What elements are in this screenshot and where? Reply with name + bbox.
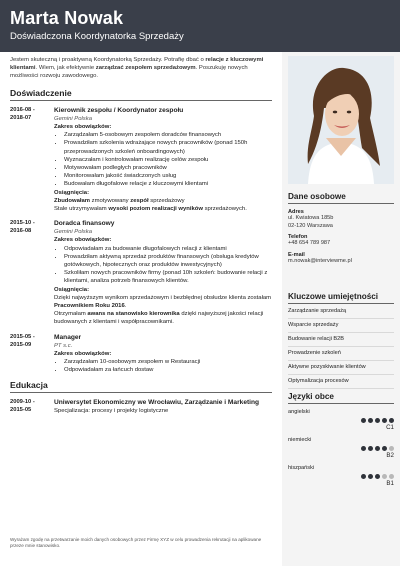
address-label: Adres: [288, 209, 304, 215]
job-company: PT s.c.: [54, 342, 73, 349]
achievement: [54, 197, 272, 205]
candidate-role: Doświadczona Koordynatorka Sprzedaży: [10, 31, 184, 42]
resume-header: [0, 0, 400, 52]
summary: [10, 56, 272, 81]
job-dates: [10, 106, 44, 122]
achievement: [54, 205, 272, 213]
job-title: Kierownik zespołu / Koordynator zespołu: [54, 106, 184, 114]
section-divider: [288, 203, 394, 204]
duty-item: • Wyznaczałam i kontrolowałam realizację celów zespołu: [64, 156, 272, 164]
language-item: [288, 437, 394, 459]
skills-section: [288, 292, 394, 389]
languages-title: Języki obce: [288, 392, 334, 401]
section-divider: [288, 303, 394, 304]
achievement-text: .: [124, 303, 127, 310]
personal-data-title: Dane osobowe: [288, 192, 346, 201]
date-to: 2016-08: [10, 228, 32, 235]
duties-label: Zakres obowiązków:: [54, 350, 112, 357]
level-dot-filled: [382, 446, 387, 451]
phone-value: +48 654 789 987: [288, 240, 331, 246]
skill-item: Budowanie relacji B2B: [288, 333, 394, 347]
duty-item: • Odpowiadałam za budowanie długofalowych relacji z klientami: [64, 245, 272, 253]
candidate-name: Marta Nowak: [10, 8, 124, 28]
school-name: Uniwersytet Ekonomiczny we Wrocławiu, Zarządzanie i Marketing: [54, 398, 260, 406]
level-dot-filled: [375, 418, 380, 423]
duties-list: [54, 358, 272, 374]
sidebar: [282, 52, 400, 566]
date-to: 2015-09: [10, 341, 32, 348]
level-dot-filled: [368, 418, 373, 423]
job-title: Doradca finansowy: [54, 220, 115, 228]
date-from: 2015-10 -: [10, 220, 35, 227]
skill-item: Aktywne pozyskiwanie klientów: [288, 361, 394, 375]
level-dot-empty: [389, 446, 394, 451]
achievement: [54, 310, 272, 326]
achievements-label: Osiągnięcia:: [54, 189, 90, 196]
job-dates: [10, 219, 44, 235]
language-item: [288, 409, 394, 431]
achievement-text: sprzedażowy: [148, 197, 185, 204]
education-dates: [10, 398, 44, 414]
skill-item: Wsparcie sprzedaży: [288, 319, 394, 333]
section-divider: [10, 100, 272, 101]
skills-title: Kluczowe umiejętności: [288, 292, 379, 301]
job-company: Gemini Polska: [54, 115, 92, 122]
level-dot-filled: [368, 474, 373, 479]
job-title: Manager: [54, 333, 82, 341]
language-name: angielski: [288, 409, 310, 415]
address-line: 02-120 Warszawa: [288, 222, 333, 229]
languages-section: [288, 392, 394, 489]
address-value: [288, 215, 394, 230]
job-dates: [10, 333, 44, 349]
skill-item: Zarządzanie sprzedażą: [288, 305, 394, 319]
duties-list: [54, 245, 272, 286]
date-to: 2018-07: [10, 115, 32, 122]
level-dot-empty: [382, 474, 387, 479]
language-level-dots: [288, 446, 394, 451]
duty-item: • Odpowiadałam za łańcuch dostaw: [64, 366, 272, 374]
date-from: 2016-08 -: [10, 106, 35, 113]
phone-label: Telefon: [288, 234, 308, 240]
language-item: [288, 465, 394, 487]
date-to: 2015-05: [10, 406, 32, 413]
achievement-text: Dzięki najwyższym wynikom sprzedażowym i bezbłędnej obsłudze klienta zostałam: [54, 294, 272, 301]
achievement: [54, 294, 272, 310]
achievement-text: Otrzymałam: [54, 311, 88, 318]
summary-bold-1: relacje z kluczowymi klientami: [10, 57, 264, 72]
language-level: B1: [386, 480, 394, 487]
achievement-bold: Pracownikiem Roku 2016: [54, 303, 125, 310]
achievement-bold: awans na stanowisko kierownika: [87, 311, 180, 318]
duties-label: Zakres obowiązków:: [54, 237, 112, 244]
email-label: E-mail: [288, 251, 305, 258]
achievements-label: Osiągnięcia:: [54, 286, 90, 293]
achievement-bold: zespół: [130, 197, 149, 204]
email-link[interactable]: m.nowak@interviewme.pl: [288, 257, 352, 264]
summary-text-3: . Poszukuję nowych możliwości rozwoju zawodowego.: [10, 65, 248, 80]
achievement-text: Stale utrzymywałam: [54, 206, 109, 213]
language-level: B2: [386, 452, 394, 459]
language-level-dots: [288, 418, 394, 423]
duties-list: [54, 131, 272, 188]
address-line: ul. Kwiatowa 185b: [288, 215, 334, 221]
level-dot-filled: [361, 418, 366, 423]
portrait-illustration: [288, 56, 394, 184]
level-dot-filled: [375, 446, 380, 451]
job-company: Gemini Polska: [54, 229, 92, 236]
achievement-bold: Zbudowałam: [54, 197, 90, 204]
education-title: Edukacja: [10, 379, 48, 390]
section-divider: [10, 392, 272, 393]
language-name: niemiecki: [288, 437, 312, 443]
language-level: C1: [386, 424, 394, 431]
specialization: Specjalizacja: procesy i projekty logistyczne: [54, 407, 169, 414]
language-level-dots: [288, 474, 394, 479]
duty-item: • Budowałam długofalowe relacje z kluczowymi klientami: [64, 180, 272, 188]
duty-item: • Prowadziłam aktywną sprzedaż produktów finansowych (obsługa kredytów gotówkowych, hipotecznych oraz produktów inwestycyjnych): [64, 253, 272, 269]
skill-item: Optymalizacja procesów: [288, 375, 394, 389]
achievement-text: dzięki najwyższej jakości relacji budowanych z klientami i współpracownikami.: [54, 311, 264, 326]
summary-bold-2: zarządzać zespołem sprzedażowym: [95, 65, 196, 72]
level-dot-filled: [361, 446, 366, 451]
date-from: 2009-10 -: [10, 398, 35, 405]
summary-text-1: Jestem skuteczną i proaktywną Koordynatorką Sprzedaży. Potrafię dbać o: [10, 57, 206, 63]
job-entry: [10, 219, 272, 326]
personal-data-section: [288, 192, 394, 269]
skill-item: Prowadzenie szkoleń: [288, 347, 394, 361]
duty-item: • Szkoliłam nowych pracowników firmy (ponad 10h szkoleń: budowanie relacji z klientami, analiza potrzeb finansowych klientów.: [64, 269, 272, 285]
level-dot-filled: [361, 474, 366, 479]
job-entry: [10, 106, 272, 213]
duty-item: • Zarządzałam 5-osobowym zespołem doradców finansowych: [64, 131, 272, 139]
experience-title: Doświadczenie: [10, 87, 72, 98]
achievement-bold: wysoki poziom realizacji wyników: [108, 206, 203, 213]
summary-text-2: . Wiem, jak efektywnie: [35, 65, 96, 72]
level-dot-filled: [375, 474, 380, 479]
section-divider: [288, 403, 394, 404]
level-dot-filled: [368, 446, 373, 451]
duty-item: • Prowadziłam szkolenia wdrażające nowych pracowników (ponad 150h przeprowadzonych szkoleń onboardingowych): [64, 139, 272, 155]
duties-label: Zakres obowiązków:: [54, 124, 112, 131]
profile-photo: [288, 56, 394, 184]
education-entry: [10, 398, 272, 415]
date-from: 2015-05 -: [10, 333, 35, 340]
main-column: [10, 56, 272, 421]
job-entry: [10, 333, 272, 375]
gdpr-consent: Wyrażam zgodę na przetwarzanie moich danych osobowych przez Firmę XYZ w celu prowadzenia rekrutacji na aplikowane przeze mnie stanowisko.: [10, 537, 262, 548]
language-name: hiszpański: [288, 465, 315, 471]
level-dot-filled: [382, 418, 387, 423]
achievement-text: sprzedażowych.: [202, 206, 247, 213]
duty-item: • Zarządzałam 10-osobowym zespołem w Restauracji: [64, 358, 272, 366]
level-dot-filled: [389, 418, 394, 423]
duty-item: • Monitorowałam jakość świadczonych usług: [64, 172, 272, 180]
level-dot-empty: [389, 474, 394, 479]
achievement-text: zmotywowany: [90, 197, 131, 204]
duty-item: • Motywowałam podległych pracowników: [64, 164, 272, 172]
